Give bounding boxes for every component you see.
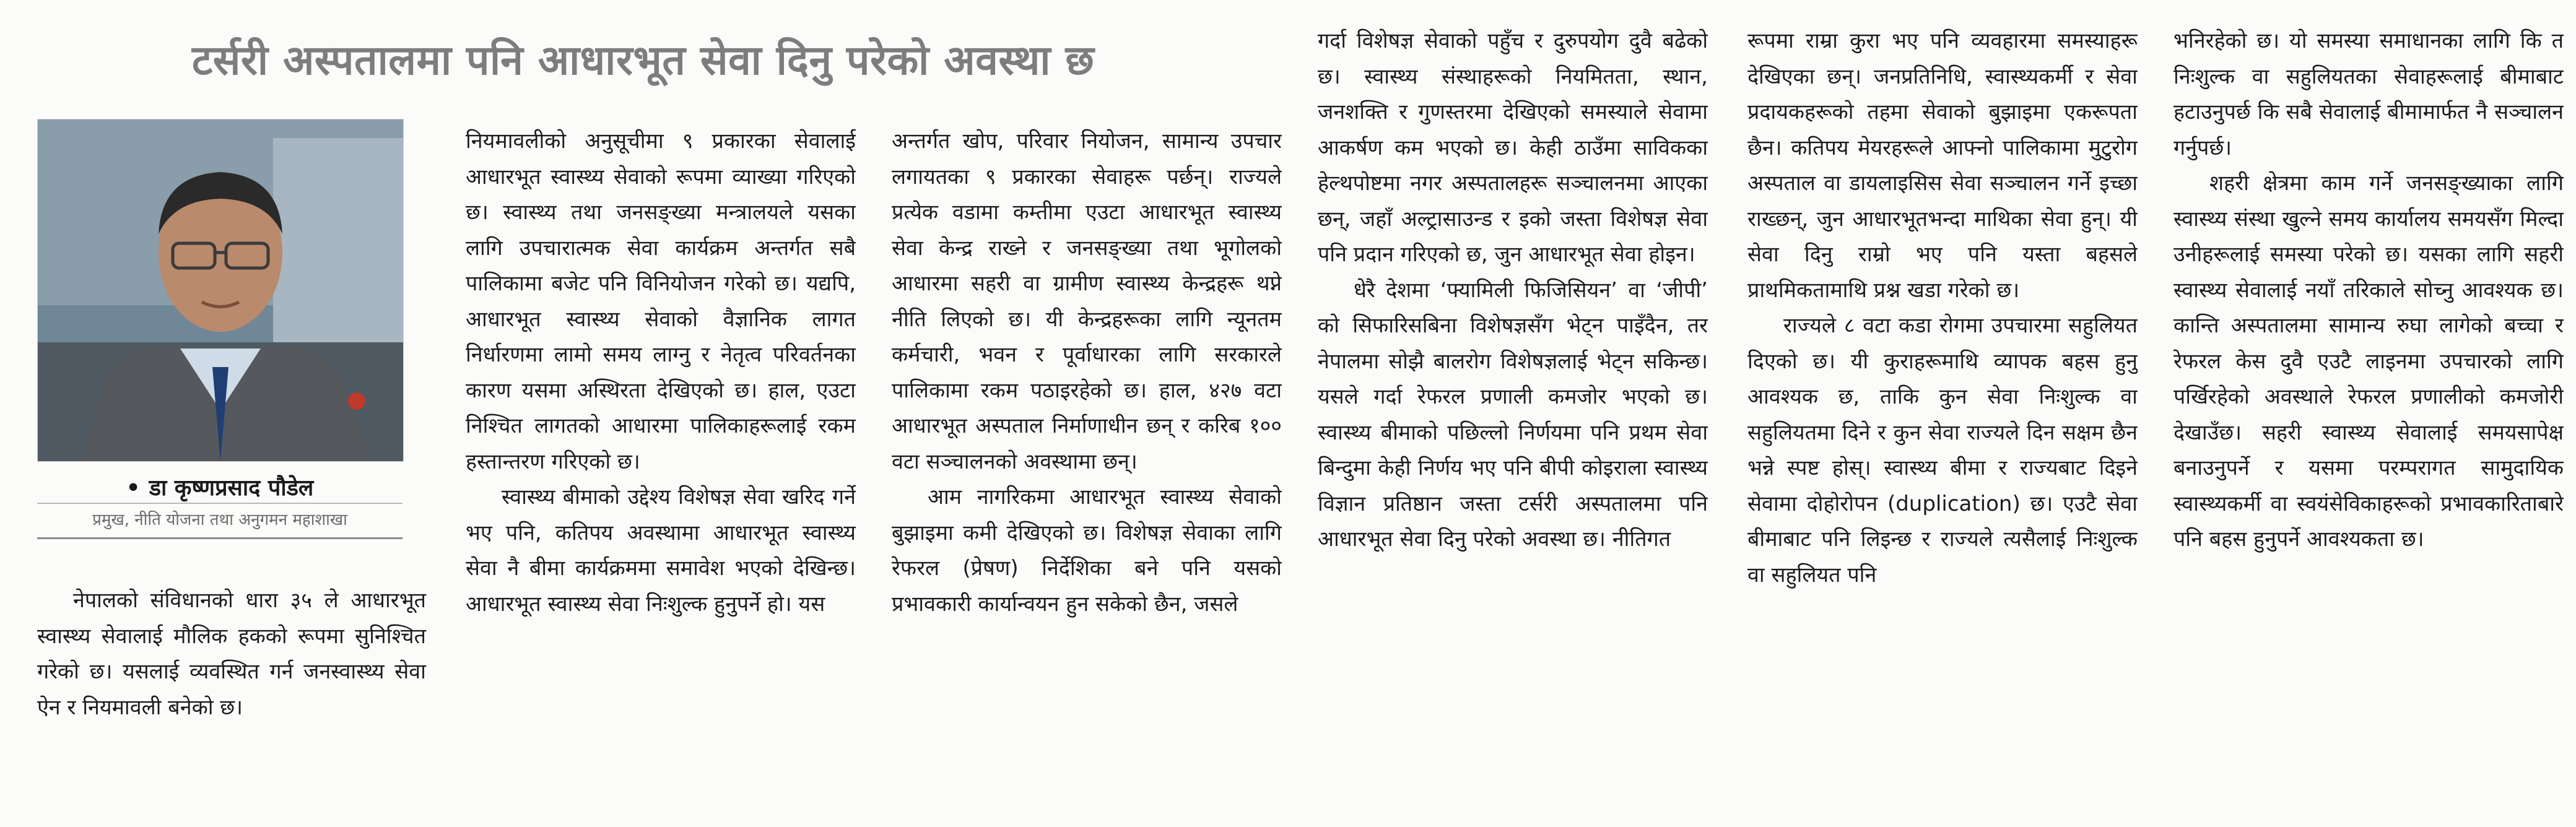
paragraph: भनिरहेको छ। यो समस्या समाधानका लागि कि त निःशुल्क वा सहुलियतका सेवाहरूलाई बीमाबाट हटाउनुपर्छ कि सबै सेवालाई बीमामार्फत नै सञ्चालन गर्नुपर्छ। (2174, 28, 2564, 160)
paragraph: शहरी क्षेत्रमा काम गर्ने जनसङ्ख्याका लागि स्वास्थ्य संस्था खुल्ने समय कार्यालय समयसँग मिल्दा उनीहरूलाई समस्या परेको छ। यसका लागि सहरी स्वास्थ्य सेवालाई नयाँ तरिकाले सोच्नु आवश्यक छ। कान्ति अस्पतालमा सामान्य रुघा लागेको बच्चा र रेफरल केस दुवै एउटै लाइनमा उपचारको लागि पर्खिरहेको अवस्थाले रेफरल प्रणालीको कमजोरी देखाउँछ। सहरी स्वास्थ्य सेवालाई समयसापेक्ष बनाउनुपर्ने र यसमा परम्परागत सामुदायिक स्वास्थ्यकर्मी वा स्वयंसेविकाहरूको प्रभावकारिताबारे पनि बहस हुनुपर्ने आवश्यकता छ। (2174, 171, 2564, 552)
paragraph: आम नागरिकमा आधारभूत स्वास्थ्य सेवाको बुझाइमा कमी देखिएको छ। विशेषज्ञ सेवाका लागि रेफरल (प्रेषण) निर्देशिका बने पनि यसको प्रभावकारी कार्यान्वयन हुन सकेको छैन, जसले (892, 485, 1282, 617)
column-3 (892, 124, 1282, 811)
author-name (37, 472, 402, 502)
column-2 (466, 124, 856, 811)
headline: टर्सरी अस्पतालमा पनि आधारभूत सेवा दिनु परेको अवस्था छ (192, 37, 1095, 84)
author-name-text: डा कृष्णप्रसाद पौडेल (149, 475, 314, 501)
paragraph: नेपालको संविधानको धारा ३५ ले आधारभूत स्वास्थ्य सेवालाई मौलिक हकको रूपमा सुनिश्चित गरेको छ। यसलाई व्यवस्थित गर्न जनस्वास्थ्य सेवा ऐन र नियमावली बनेको छ। (37, 588, 426, 720)
column-1 (37, 583, 426, 725)
paragraph: धेरै देशमा ‘फ्यामिली फिजिसियन’ वा ‘जीपी’ को सिफारिसबिना विशेषज्ञसँग भेट्न पाइँदैन, तर नेपालमा सोझै बालरोग विशेषज्ञलाई भेट्न सकिन्छ। यसले गर्दा रेफरल प्रणाली कमजोर भएको छ। स्वास्थ्य बीमाको पछिल्लो निर्णयमा पनि प्रथम सेवा बिन्दुमा केही निर्णय भए पनि बीपी कोइराला स्वास्थ्य विज्ञान प्रतिष्ठान जस्ता टर्सरी अस्पतालमा पनि आधारभूत सेवा दिनु परेको अवस्था छ। नीतिगत (1318, 277, 1708, 552)
column-4 (1318, 24, 1708, 811)
paragraph: रूपमा राम्रा कुरा भए पनि व्यवहारमा समस्याहरू देखिएका छन्। जनप्रतिनिधि, स्वास्थ्यकर्मी र सेवा प्रदायकहरूको तहमा सेवाको बुझाइमा एकरूपता छैन। कतिपय मेयरहरूले आफ्नो पालिकामा मुटुरोग अस्पताल वा डायलाइसिस सेवा सञ्चालन गर्ने इच्छा राख्छन्, जुन आधारभूतभन्दा माथिका सेवा हुन्। यी सेवा दिनु राम्रो भए पनि यस्ता बहसले प्राथमिकतामाथि प्रश्न खडा गरेको छ। (1747, 28, 2138, 303)
paragraph: नियमावलीको अनुसूचीमा ९ प्रकारका सेवालाई आधारभूत स्वास्थ्य सेवाको रूपमा व्याख्या गरिएको छ। स्वास्थ्य तथा जनसङ्ख्या मन्त्रालयले यसका लागि उपचारात्मक सेवा कार्यक्रम अन्तर्गत सबै पालिकामा बजेट पनि विनियोजन गरेको छ। यद्यपि, आधारभूत स्वास्थ्य सेवाको वैज्ञानिक लागत निर्धारणमा लामो समय लाग्नु र नेतृत्व परिवर्तनका कारण यसमा अस्थिरता देखिएको छ। हाल, एउटा निश्चित लागतको आधारमा पालिकाहरूलाई रकम हस्तान्तरण गरिएको छ। (466, 129, 856, 474)
paragraph: स्वास्थ्य बीमाको उद्देश्य विशेषज्ञ सेवा खरिद गर्ने भए पनि, कतिपय अवस्थामा आधारभूत स्वास्थ्य सेवा नै बीमा कार्यक्रममा समावेश भएको देखिन्छ। आधारभूत स्वास्थ्य सेवा निःशुल्क हुनुपर्ने हो। यस (466, 485, 856, 617)
column-5 (1747, 24, 2138, 811)
paragraph: गर्दा विशेषज्ञ सेवाको पहुँच र दुरुपयोग दुवै बढेको छ। स्वास्थ्य संस्थाहरूको नियमितता, स्थान, जनशक्ति र गुणस्तरमा देखिएको समस्याले सेवामा आकर्षण कम भएको छ। केही ठाउँमा साविकका हेल्थपोष्टमा नगर अस्पतालहरू सञ्चालनमा आएका छन्, जहाँ अल्ट्रासाउन्ड र इको जस्ता विशेषज्ञ सेवा पनि प्रदान गरिएको छ, जुन आधारभूत सेवा होइन। (1318, 28, 1708, 267)
caption-bottom-rule (37, 537, 402, 539)
caption-bullet: • (126, 475, 141, 501)
author-photo (37, 119, 404, 462)
paragraph: राज्यले ८ वटा कडा रोगमा उपचारमा सहुलियत दिएको छ। यी कुराहरूमाथि व्यापक बहस हुनु आवश्यक छ, ताकि कुन सेवा निःशुल्क वा सहुलियतमा दिने र कुन सेवा राज्यले दिन सक्षम छैन भन्ने स्पष्ट होस्। स्वास्थ्य बीमा र राज्यबाट दिइने सेवामा दोहोरोपन (duplication) छ। एउटै सेवा बीमाबाट पनि लिइन्छ र राज्यले त्यसैलाई निःशुल्क वा सहुलियत पनि (1747, 313, 2138, 587)
caption-divider (37, 503, 402, 504)
column-6 (2174, 24, 2564, 811)
paragraph: अन्तर्गत खोप, परिवार नियोजन, सामान्य उपचार लगायतका ९ प्रकारका सेवाहरू पर्छन्। राज्यले प्रत्येक वडामा कम्तीमा एउटा आधारभूत स्वास्थ्य सेवा केन्द्र राख्ने र जनसङ्ख्या तथा भूगोलको आधारमा सहरी वा ग्रामीण स्वास्थ्य केन्द्रहरू थप्ने नीति लिएको छ। यी केन्द्रहरूका लागि न्यूनतम कर्मचारी, भवन र पूर्वाधारका लागि सरकारले पालिकामा रकम पठाइरहेको छ। हाल, ४२७ वटा आधारभूत अस्पताल निर्माणाधीन छन् र करिब १०० वटा सञ्चालनको अवस्थामा छन्। (892, 129, 1282, 474)
author-role: प्रमुख, नीति योजना तथा अनुगमन महाशाखा (92, 511, 347, 529)
